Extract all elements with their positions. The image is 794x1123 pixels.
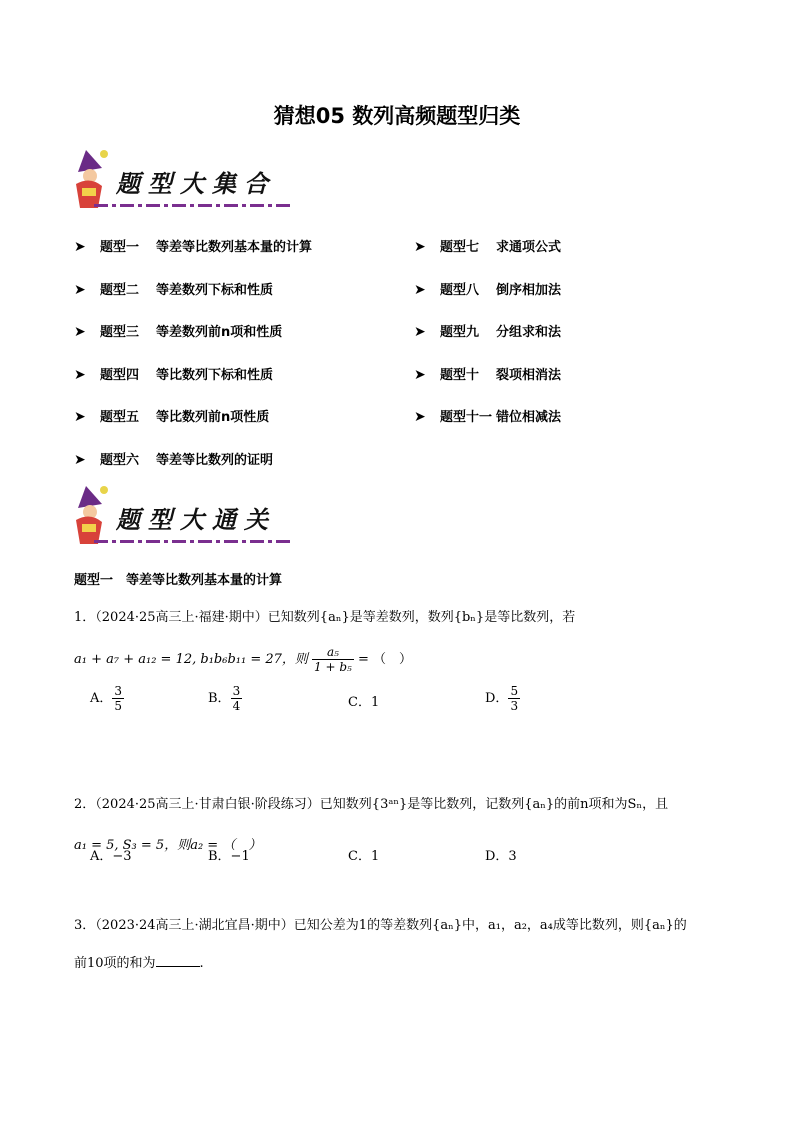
section-heading: 题型一 等差等比数列基本量的计算 [74,573,283,588]
section-banner-practice [68,482,298,554]
arrow-bullet-icon: ➤ [414,324,426,340]
topic-item[interactable] [74,406,269,425]
banner-underline [94,204,290,207]
question-2-stem: 2．（2024·25高三上·甘肃白银·阶段练习）已知数列{3ᵃⁿ}是等比数列，记数列{aₙ}的前n项和为Sₙ，且 [74,797,669,812]
option-label: C．1 [348,695,380,710]
wizard-icon [68,146,114,212]
topic-item[interactable] [414,279,561,298]
frac-den: 3 [510,699,519,713]
q2-option[interactable]: D．3 [485,849,517,864]
topic-number: 题型三 [100,325,140,340]
topic-number: 题型四 [100,367,140,383]
q1-option[interactable] [485,684,520,713]
arrow-bullet-icon: ➤ [414,281,426,298]
arrow-bullet-icon: ➤ [414,239,426,255]
topic-item[interactable] [74,364,273,383]
arrow-bullet-icon: ➤ [414,409,426,425]
banner-underline [94,540,290,543]
topic-number: 题型五 [100,410,140,425]
question-3-line2 [74,952,204,971]
option-fraction [508,684,520,713]
q1-option[interactable] [348,691,379,710]
page-title: 猜想05 数列高频题型归类 [273,104,521,128]
q1-tail: = （ ） [357,652,413,667]
banner-title: 题型大通关 [116,505,276,534]
q1-frac-den: 1 + b₅ [314,660,352,674]
q2-option[interactable]: B．−1 [208,849,250,864]
arrow-bullet-icon: ➤ [414,366,426,383]
topic-title: 等比数列下标和性质 [156,367,274,383]
option-label: A． [90,691,113,706]
topic-title: 等差等比数列的证明 [156,452,274,468]
topic-title: 等比数列前n项性质 [156,410,270,425]
topic-title: 倒序相加法 [496,282,562,298]
arrow-bullet-icon: ➤ [74,239,86,255]
frac-den: 5 [114,699,123,713]
topic-number: 题型七 [440,240,480,255]
q2-option[interactable]: A．−3 [90,849,132,864]
arrow-bullet-icon: ➤ [74,451,86,468]
question-3-stem: 3．（2023·24高三上·湖北宜昌·期中）已知公差为1的等差数列{aₙ}中，a₁，a₂，a₄成等比数列，则{aₙ}的 [74,918,687,933]
topic-item[interactable] [414,406,561,425]
topic-title: 裂项相消法 [496,367,562,383]
q1-option[interactable] [90,684,124,713]
q2-option[interactable]: C．1 [348,849,380,864]
topic-title: 分组求和法 [496,325,562,340]
banner-title: 题型大集合 [116,169,276,198]
option-fraction [231,684,243,713]
topic-item[interactable] [74,321,282,340]
option-label: B． [208,691,231,706]
arrow-bullet-icon: ➤ [74,366,86,383]
topic-title: 等差等比数列基本量的计算 [156,240,313,255]
topic-item[interactable] [74,449,273,468]
topic-number: 题型八 [440,282,480,298]
q1-option[interactable] [208,684,242,713]
question-2-condition: a₁ = 5, S₃ = 5，则a₂ = （ ） [74,838,262,853]
topic-item[interactable] [74,279,273,298]
section-banner-collection [68,146,298,218]
topic-title: 错位相减法 [496,410,562,425]
topic-number: 题型十一 [440,410,493,425]
topic-item[interactable] [414,236,561,255]
question-1-condition [74,645,412,674]
topic-number: 题型九 [440,325,480,340]
option-label: D． [485,691,509,706]
topic-title: 求通项公式 [496,240,562,255]
question-1-stem: 1．（2024·25高三上·福建·期中）已知数列{aₙ}是等差数列，数列{bₙ}是等比数列，若 [74,610,576,625]
q1-fraction [312,645,354,674]
frac-den: 4 [232,699,241,713]
frac-num: 3 [114,684,123,698]
q1-frac-num: a₅ [312,645,354,660]
topic-item[interactable] [414,364,561,383]
wizard-icon [68,482,114,548]
arrow-bullet-icon: ➤ [74,409,86,425]
frac-num: 5 [510,684,519,698]
option-fraction [112,684,124,713]
q3-line2-text: 前10项的和为 [74,956,156,971]
topic-title: 等差数列前n项和性质 [156,325,283,340]
topic-title: 等差数列下标和性质 [156,282,274,298]
topic-item[interactable] [74,236,312,255]
arrow-bullet-icon: ➤ [74,324,86,340]
topic-number: 题型一 [100,240,140,255]
topic-item[interactable] [414,321,561,340]
answer-blank[interactable] [156,966,200,967]
topic-number: 题型二 [100,282,140,298]
topic-number: 题型十 [440,367,480,383]
q1-condition-text: a₁ + a₇ + a₁₂ = 12, b₁b₆b₁₁ = 27，则 [74,652,308,667]
frac-num: 3 [232,684,241,698]
topic-number: 题型六 [100,452,140,468]
q3-end: . [199,956,204,971]
arrow-bullet-icon: ➤ [74,281,86,298]
